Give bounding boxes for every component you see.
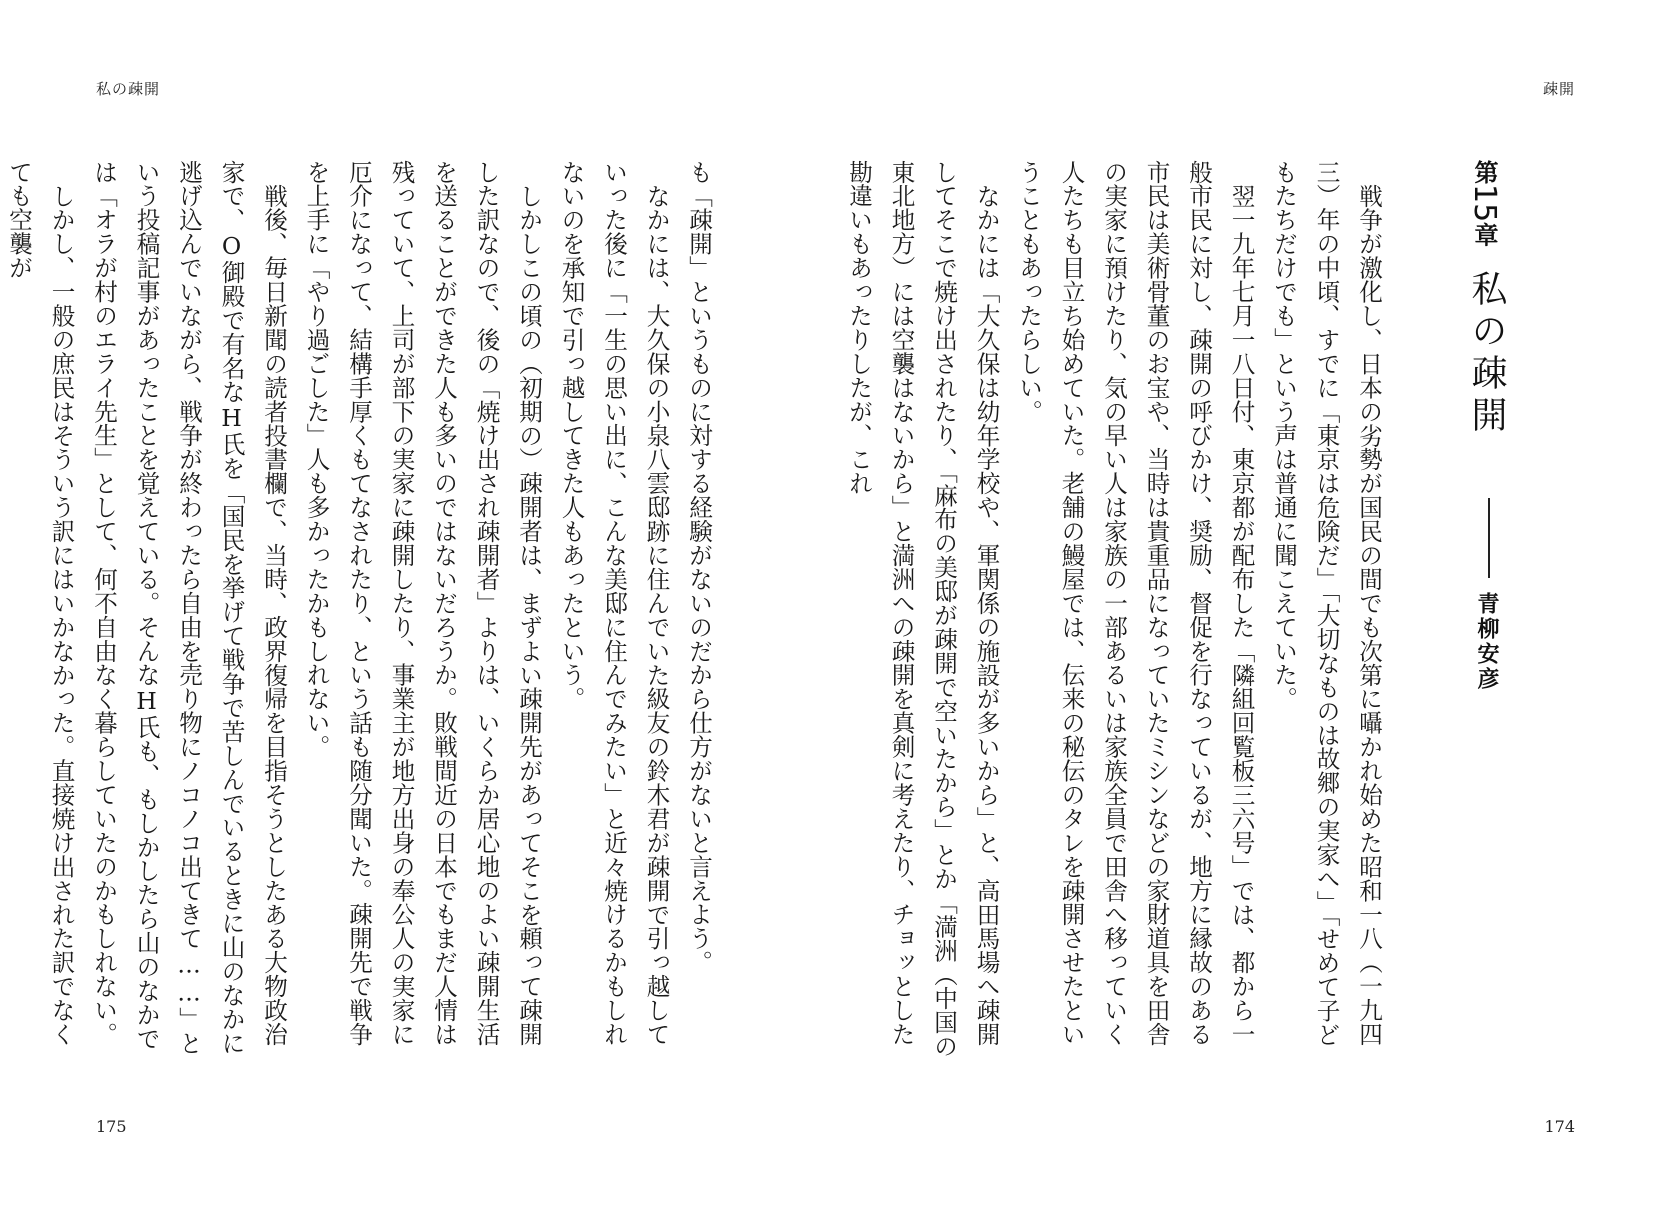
page-175-paragraph-3: しかしこの頃の（初期の）疎開者は、まずよい疎開先があってそこを頼って疎開した訳なので、後の「焼け出され疎開者」よりは、いくらか居心地のよい疎開生活を送ることができた人も多いのではないだろうか。敗戦間近の日本でもまだ人情は残っていて、上司が部下の実家に疎開したり、事業主が地方出身の奉公人の実家に厄介になって、結構手厚くもてなされたり、という話も随分聞いた。疎開先で戦争を上手に「やり過ごした」人も多かったかもしれない。 bbox=[302, 160, 543, 1047]
page-174-body bbox=[845, 160, 1390, 1060]
page-number-right: 174 bbox=[1544, 1117, 1575, 1136]
chapter-label-pre: 第 bbox=[1470, 160, 1498, 184]
page-175-paragraph-1: も「疎開」というものに対する経験がないのだから仕方がないと言えよう。 bbox=[685, 160, 713, 975]
chapter-number: 15 bbox=[1467, 184, 1502, 223]
chapter-number-label bbox=[1462, 160, 1506, 246]
page-175-paragraph-5: しかし、一般の庶民はそういう訳にはいかなかった。直接焼け出された訳でなくても空襲が bbox=[5, 160, 76, 1046]
chapter-author: 青柳安彦 bbox=[1474, 592, 1499, 692]
page-174-paragraph-2: 翌一九年七月一八日付、東京都が配布した「隣組回覧板三六号」では、都から一般市民に対し、疎開の呼びかけ、奨励、督促を行なっているが、地方に縁故のある市民は美術骨董のお宝や、当時は貴重品になっていたミシンなどの家財道具を田舎の実家に預けたり、気の早い人は家族の一部あるいは家族全員で田舎へ移っていく人たちも目立ち始めていた。老舗の鰻屋では、伝来の秘伝のタレを疎開させたということもあったらしい。 bbox=[1015, 160, 1256, 1047]
page-number-left: 175 bbox=[96, 1117, 127, 1136]
chapter-heading bbox=[1428, 160, 1578, 880]
chapter-title: 私の疎開 bbox=[1466, 270, 1507, 438]
running-head-right: 疎開 bbox=[1542, 80, 1575, 98]
page-174-paragraph-3: なかには「大久保は幼年学校や、軍関係の施設が多いから」と、高田馬場へ疎開してそこで焼け出されたり、「麻布の美邸が疎開で空いたから」とか「満洲（中国の東北地方）には空襲はないから」と満洲への疎開を真剣に考えたり、チョッとした勘違いもあったりしたが、これ bbox=[845, 160, 1001, 1059]
page-174-paragraph-1: 戦争が激化し、日本の劣勢が国民の間でも次第に囁かれ始めた昭和一八（一九四三）年の中頃、すでに「東京は危険だ」「大切なものは故郷の実家へ」「せめて子どもたちだけでも」という声は普通に聞こえていた。 bbox=[1270, 160, 1383, 1047]
page-175-paragraph-4: 戦後、毎日新聞の読者投書欄で、当時、政界復帰を目指そうとしたある大物政治家で、O御殿で有名なH氏を「国民を挙げて戦争で苦しんでいるときに山のなかに逃げ込んでいながら、戦争が終わったら自由を売り物にノコノコ出てきて……」という投稿記事があったことを覚えている。そんなH氏も、もしかしたら山のなかでは「オラが村のエライ先生」として、何不自由なく暮らしていたのかもしれない。 bbox=[90, 160, 288, 1055]
page-175-body bbox=[5, 160, 720, 1060]
chapter-dash-rule bbox=[1488, 498, 1490, 578]
chapter-label-post: 章 bbox=[1470, 222, 1498, 247]
page-175-paragraph-2: なかには、大久保の小泉八雲邸跡に住んでいた級友の鈴木君が疎開で引っ越していった後に「一生の思い出に、こんな美邸に住んでみたい」と近々焼けるかもしれないのを承知で引っ越してきた人もあったという。 bbox=[557, 160, 671, 1047]
running-head-left: 私の疎開 bbox=[96, 80, 161, 98]
